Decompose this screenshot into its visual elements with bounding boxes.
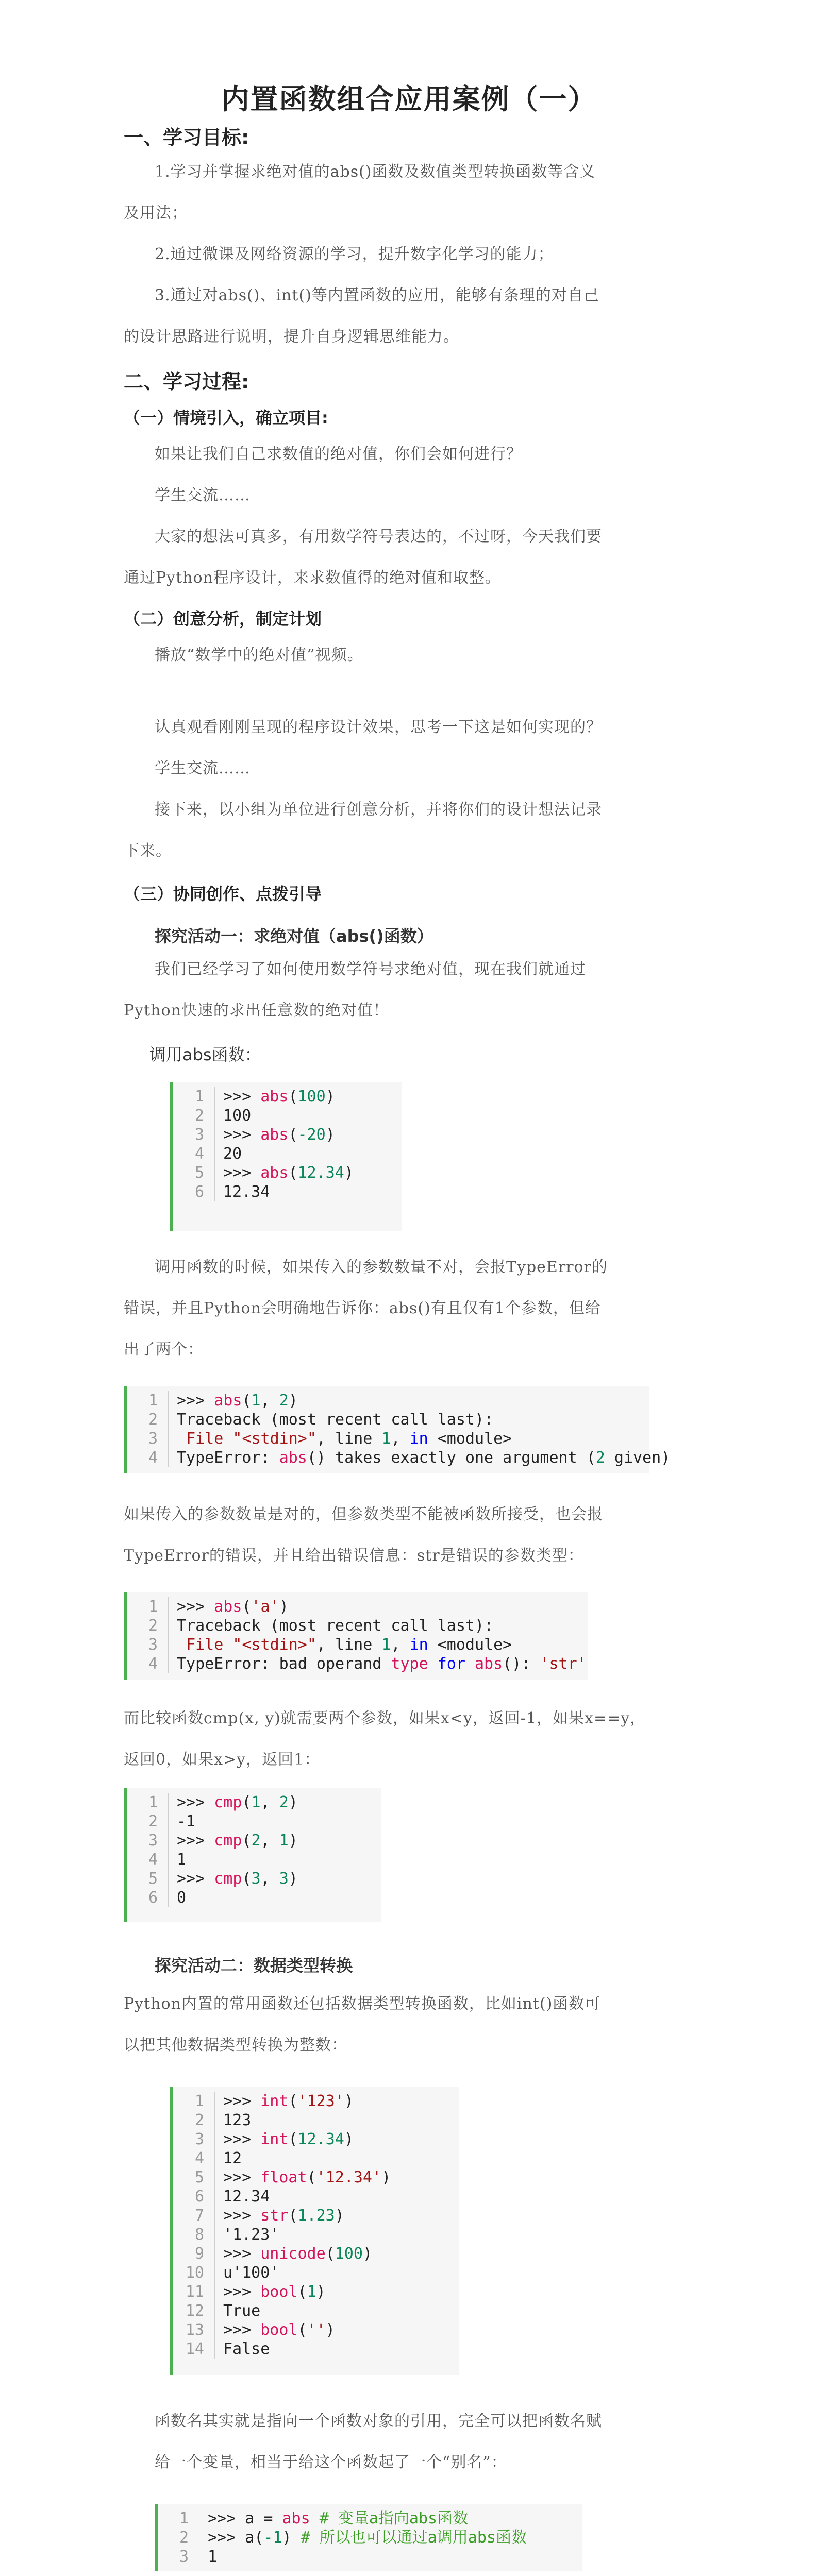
line-number: 2 xyxy=(158,2528,199,2547)
code-block-abs-error xyxy=(124,1386,671,1473)
code-line: >>> cmp(3, 3) xyxy=(177,1870,298,1888)
activity1-after-2: 错误，并且Python会明确地告诉你：abs()有且仅有1个参数，但给 xyxy=(124,1299,601,1317)
line-number: 10 xyxy=(173,2263,215,2282)
code-block-cmp xyxy=(124,1788,381,1922)
line-number: 6 xyxy=(173,2187,215,2206)
activity1-after3-2: 返回0，如果x>y，返回1： xyxy=(124,1751,321,1769)
code-line: 1 xyxy=(208,2548,218,2566)
code-line: 12.34 xyxy=(223,1183,270,1201)
code-line: >>> bool(1) xyxy=(223,2283,326,2301)
line-number: 8 xyxy=(173,2225,215,2244)
part1-line-1: 如果让我们自己求数值的绝对值，你们会如何进行？ xyxy=(155,445,522,463)
line-number: 1 xyxy=(127,1597,169,1616)
code-line: >>> abs(100) xyxy=(223,1088,335,1106)
part2-line-3: 学生交流…… xyxy=(155,759,251,777)
section2-heading: 二、学习过程: xyxy=(124,370,249,393)
activity1-after-1: 调用函数的时候，如果传入的参数数量不对，会报TypeError的 xyxy=(155,1258,608,1276)
line-number: 4 xyxy=(127,1654,169,1673)
code-line: >>> cmp(1, 2) xyxy=(177,1793,298,1811)
activity1-line-2: Python快速的求出任意数的绝对值！ xyxy=(124,1002,389,1020)
code-line: u'100' xyxy=(223,2264,279,2282)
line-number: 11 xyxy=(173,2282,215,2301)
abs-call-label: 调用abs函数： xyxy=(149,1045,261,1064)
code-line: >>> a(-1) # 所以也可以通过a调用abs函数 xyxy=(208,2529,527,2547)
code-block-abs xyxy=(170,1082,402,1231)
line-number: 3 xyxy=(127,1831,169,1850)
line-number: 6 xyxy=(173,1182,215,1201)
part2-line-4: 接下来，以小组为单位进行创意分析，并将你们的设计想法记录 xyxy=(155,801,602,819)
goal-line-1: 1.学习并掌握求绝对值的abs()函数及数值类型转换函数等含义 xyxy=(155,163,596,181)
line-number: 1 xyxy=(173,2092,215,2111)
line-number: 6 xyxy=(127,1888,169,1907)
code-line: True xyxy=(223,2302,261,2320)
line-number: 1 xyxy=(173,1087,215,1106)
page-title: 内置函数组合应用案例（一） xyxy=(221,83,597,115)
code-line: 12 xyxy=(223,2149,242,2167)
activity1-after2-1: 如果传入的参数数量是对的，但参数类型不能被函数所接受，也会报 xyxy=(124,1505,603,1523)
line-number: 9 xyxy=(173,2244,215,2263)
code-line: TypeError: abs() takes exactly one argument (2 given) xyxy=(177,1449,671,1467)
code-line: 123 xyxy=(223,2111,252,2129)
part2-line-1: 播放“数学中的绝对值”视频。 xyxy=(155,646,363,664)
activity1-after3-1: 而比较函数cmp(x, y)就需要两个参数，如果x<y，返回-1，如果x==y， xyxy=(124,1709,646,1727)
line-number: 7 xyxy=(173,2206,215,2225)
part2-heading: （二）创意分析，制定计划 xyxy=(124,609,322,629)
code-line: >>> str(1.23) xyxy=(223,2207,344,2225)
code-line: 20 xyxy=(223,1145,242,1163)
line-number: 4 xyxy=(173,2149,215,2168)
code-line: >>> unicode(100) xyxy=(223,2245,372,2263)
code-line: >>> cmp(2, 1) xyxy=(177,1832,298,1850)
code-line: Traceback (most recent call last): xyxy=(177,1617,494,1635)
line-number: 3 xyxy=(158,2547,199,2566)
code-line: >>> int(12.34) xyxy=(223,2130,354,2148)
activity1-after-3: 出了两个： xyxy=(124,1341,204,1359)
part1-line-4: 通过Python程序设计，来求数值得的绝对值和取整。 xyxy=(124,569,501,587)
line-number: 4 xyxy=(173,1144,215,1163)
goal-line-3: 2.通过微课及网络资源的学习，提升数字化学习的能力； xyxy=(155,245,554,263)
code-line: Traceback (most recent call last): xyxy=(177,1411,494,1429)
part1-line-2: 学生交流…… xyxy=(155,486,251,504)
part3-heading: （三）协同创作、点拨引导 xyxy=(124,884,322,904)
line-number: 3 xyxy=(127,1429,169,1448)
code-line: 12.34 xyxy=(223,2188,270,2206)
goal-line-4: 3.通过对abs()、int()等内置函数的应用，能够有条理的对自己 xyxy=(155,286,599,304)
line-number: 4 xyxy=(127,1850,169,1869)
section1-heading: 一、学习目标: xyxy=(124,126,249,149)
activity2-after-2: 给一个变量，相当于给这个函数起了一个“别名”： xyxy=(155,2453,507,2471)
code-block-type-error xyxy=(124,1592,588,1680)
activity2-after-1: 函数名其实就是指向一个函数对象的引用，完全可以把函数名赋 xyxy=(155,2412,602,2430)
code-block-convert xyxy=(170,2087,459,2375)
goal-line-5: 的设计思路进行说明，提升自身逻辑思维能力。 xyxy=(124,328,459,346)
line-number: 13 xyxy=(173,2320,215,2340)
line-number: 1 xyxy=(127,1391,169,1410)
code-line: File "<stdin>", line 1, in <module> xyxy=(186,1636,512,1654)
line-number: 2 xyxy=(173,2111,215,2130)
line-number: 3 xyxy=(173,1125,215,1144)
part1-heading: （一）情境引入，确立项目: xyxy=(124,408,328,428)
line-number: 1 xyxy=(127,1793,169,1812)
activity1-after2-2: TypeError的错误，并且给出错误信息：str是错误的参数类型： xyxy=(124,1547,584,1565)
line-number: 3 xyxy=(173,2130,215,2149)
line-number: 4 xyxy=(127,1448,169,1467)
activity2-line-2: 以把其他数据类型转换为整数： xyxy=(124,2036,347,2054)
line-number: 2 xyxy=(127,1410,169,1429)
code-block-alias xyxy=(155,2504,582,2571)
code-line: >>> abs(-20) xyxy=(223,1126,335,1144)
code-line: False xyxy=(223,2340,270,2358)
part2-line-2: 认真观看刚刚呈现的程序设计效果，思考一下这是如何实现的？ xyxy=(155,718,602,736)
code-line: >>> int('123') xyxy=(223,2092,354,2110)
line-number: 5 xyxy=(173,2168,215,2187)
code-line: '1.23' xyxy=(223,2226,279,2244)
code-line: 1 xyxy=(177,1851,187,1869)
code-line: TypeError: bad operand type for abs(): 'str' xyxy=(177,1655,587,1673)
code-line: >>> abs(12.34) xyxy=(223,1164,354,1182)
activity2-heading: 探究活动二：数据类型转换 xyxy=(155,1956,353,1975)
part2-line-5: 下来。 xyxy=(124,842,172,860)
line-number: 5 xyxy=(127,1869,169,1888)
line-number: 14 xyxy=(173,2340,215,2359)
code-line: 0 xyxy=(177,1889,187,1907)
code-line: >>> a = abs # 变量a指向abs函数 xyxy=(208,2510,469,2528)
line-number: 5 xyxy=(173,1163,215,1182)
line-number: 3 xyxy=(127,1635,169,1654)
line-number: 2 xyxy=(127,1616,169,1635)
code-line: -1 xyxy=(177,1812,196,1831)
activity1-line-1: 我们已经学习了如何使用数学符号求绝对值，现在我们就通过 xyxy=(155,960,586,978)
goal-line-2: 及用法； xyxy=(124,204,188,222)
activity2-line-1: Python内置的常用函数还包括数据类型转换函数，比如int()函数可 xyxy=(124,1995,601,2013)
activity1-heading: 探究活动一：求绝对值（abs()函数） xyxy=(155,926,433,946)
code-line: >>> bool('') xyxy=(223,2321,335,2339)
line-number: 1 xyxy=(158,2509,199,2528)
code-line: 100 xyxy=(223,1107,252,1125)
code-line: File "<stdin>", line 1, in <module> xyxy=(186,1430,512,1448)
line-number: 12 xyxy=(173,2301,215,2320)
code-line: >>> abs(1, 2) xyxy=(177,1392,298,1410)
line-number: 2 xyxy=(127,1812,169,1831)
code-line: >>> abs('a') xyxy=(177,1598,289,1616)
code-line: >>> float('12.34') xyxy=(223,2168,391,2187)
part1-line-3: 大家的想法可真多，有用数学符号表达的，不过呀，今天我们要 xyxy=(155,528,602,546)
line-number: 2 xyxy=(173,1106,215,1125)
